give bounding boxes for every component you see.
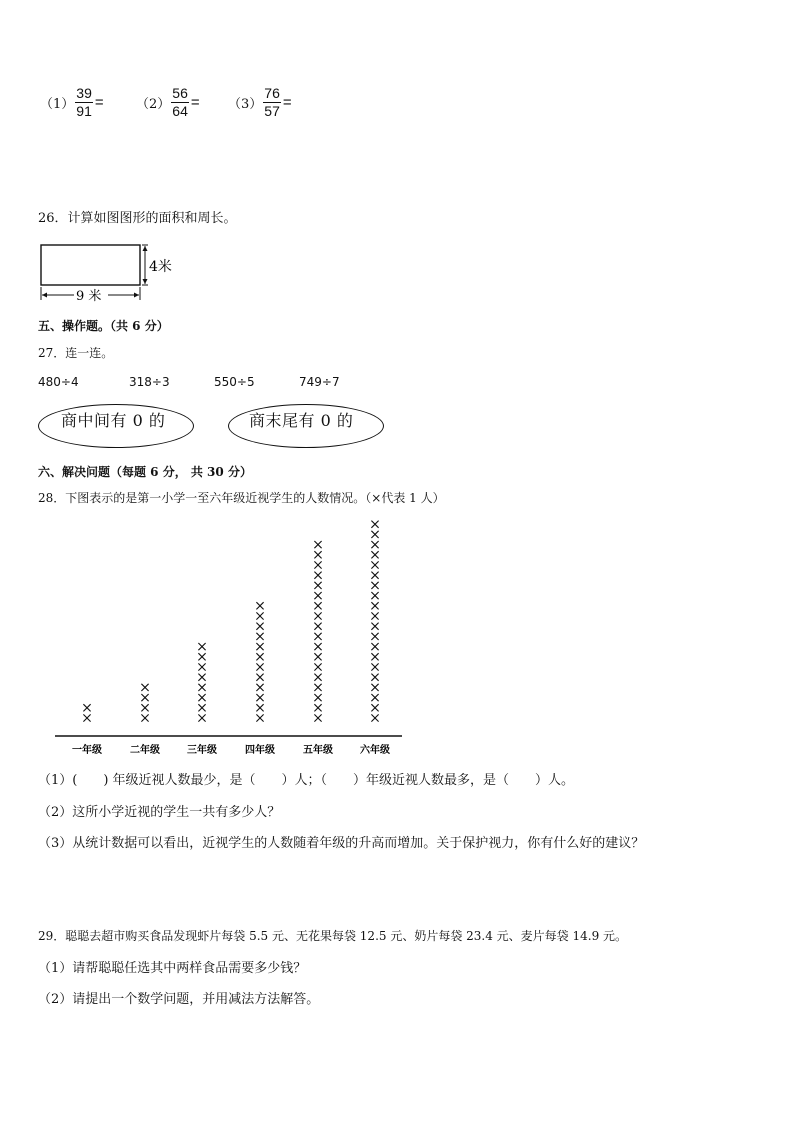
- fraction-label: （1）: [40, 97, 75, 112]
- category-label: 四年级: [245, 745, 275, 756]
- fraction-item-3: [228, 86, 292, 119]
- cross-mark: [371, 561, 378, 568]
- cross-mark: [256, 684, 263, 691]
- cross-mark: [314, 714, 321, 721]
- expression-4: 749÷7: [299, 375, 340, 389]
- height-label: 4米: [149, 259, 172, 275]
- fraction: [171, 86, 189, 119]
- cross-mark: [198, 643, 205, 650]
- equals-sign: =: [282, 94, 292, 111]
- cross-mark: [371, 663, 378, 670]
- cross-mark: [371, 551, 378, 558]
- cross-mark: [314, 663, 321, 670]
- cross-mark: [314, 541, 321, 548]
- cross-mark: [371, 592, 378, 599]
- numerator: 76: [264, 85, 280, 101]
- cross-mark: [256, 663, 263, 670]
- cross-mark: [371, 541, 378, 548]
- cross-mark: [371, 694, 378, 701]
- cross-mark: [314, 684, 321, 691]
- category-label: 六年级: [360, 745, 390, 756]
- cross-mark: [141, 704, 148, 711]
- cross-mark: [198, 714, 205, 721]
- expression-2: 318÷3: [129, 375, 170, 389]
- question-28-sub1: （1）( ) 年级近视人数最少，是（ ）人；（ ）年级近视人数最多，是（ ）人。: [38, 773, 575, 788]
- cross-mark: [371, 582, 378, 589]
- cross-mark: [371, 633, 378, 640]
- question-29: 29．聪聪去超市购买食品发现虾片每袋 5.5 元、无花果每袋 12.5 元、奶片每袋 23.4 元、麦片每袋 14.9 元。: [38, 929, 628, 943]
- cross-mark: [314, 592, 321, 599]
- cross-mark: [198, 694, 205, 701]
- cross-mark: [314, 623, 321, 630]
- cross-mark: [256, 653, 263, 660]
- cross-mark: [371, 684, 378, 691]
- question-26: 26．计算如图图形的面积和周长。: [38, 211, 237, 226]
- cross-mark: [314, 582, 321, 589]
- cross-mark: [314, 643, 321, 650]
- question-28-sub3: （3）从统计数据可以看出，近视学生的人数随着年级的升高而增加。关于保护视力，你有什么好的建议？: [38, 836, 645, 851]
- cross-mark: [256, 623, 263, 630]
- cross-mark: [141, 684, 148, 691]
- category-label: 三年级: [187, 745, 217, 756]
- cross-mark: [371, 674, 378, 681]
- question-28-sub2: （2）这所小学近视的学生一共有多少人？: [38, 805, 281, 820]
- cross-mark: [371, 602, 378, 609]
- cross-mark: [314, 653, 321, 660]
- denominator: 57: [264, 103, 280, 119]
- arrow-down-icon: [143, 279, 148, 284]
- cross-mark: [371, 572, 378, 579]
- fraction-label: （2）: [136, 97, 171, 112]
- cross-mark: [371, 714, 378, 721]
- cross-mark: [314, 572, 321, 579]
- cross-mark: [256, 602, 263, 609]
- numerator: 56: [172, 85, 188, 101]
- equals-sign: =: [190, 94, 200, 111]
- fraction-item-1: [40, 86, 104, 119]
- cross-mark: [314, 612, 321, 619]
- denominator: 64: [172, 103, 188, 119]
- denominator: 91: [76, 103, 92, 119]
- cross-mark: [198, 674, 205, 681]
- cross-mark: [198, 653, 205, 660]
- pictograph-chart: [50, 510, 410, 760]
- expression-3: 550÷5: [214, 375, 255, 389]
- oval-end-zero: [228, 404, 384, 448]
- cross-mark: [371, 653, 378, 660]
- width-label: 9 米: [76, 289, 102, 304]
- question-28: 28．下图表示的是第一小学一至六年级近视学生的人数情况。（×代表 1 人）: [38, 491, 445, 505]
- cross-mark: [256, 704, 263, 711]
- cross-mark: [198, 704, 205, 711]
- oval-label: 商末尾有 0 的: [249, 410, 354, 430]
- oval-middle-zero: [38, 404, 194, 448]
- cross-mark: [371, 612, 378, 619]
- section-5-title: 五、操作题。（共 6 分）: [38, 319, 169, 333]
- cross-mark: [314, 602, 321, 609]
- arrow-right-icon: [134, 293, 139, 298]
- question-27: 27．连一连。: [38, 346, 114, 360]
- cross-mark: [371, 623, 378, 630]
- category-label: 一年级: [72, 745, 102, 756]
- cross-mark: [371, 704, 378, 711]
- cross-mark: [198, 663, 205, 670]
- rectangle-shape: [41, 245, 140, 285]
- cross-mark: [371, 643, 378, 650]
- cross-mark: [256, 714, 263, 721]
- expression-1: 480÷4: [38, 375, 79, 389]
- question-29-sub2: （2）请提出一个数学问题，并用减法方法解答。: [38, 992, 320, 1007]
- cross-mark: [256, 612, 263, 619]
- numerator: 39: [76, 85, 92, 101]
- cross-mark: [371, 531, 378, 538]
- cross-mark: [314, 674, 321, 681]
- cross-mark: [314, 561, 321, 568]
- section-6-title: 六、解决问题（每题 6 分， 共 30 分）: [38, 465, 252, 479]
- fraction: [263, 86, 281, 119]
- cross-mark: [83, 704, 90, 711]
- cross-mark: [198, 684, 205, 691]
- fraction: [75, 86, 93, 119]
- cross-mark: [141, 714, 148, 721]
- cross-mark: [314, 694, 321, 701]
- cross-mark: [256, 674, 263, 681]
- cross-mark: [256, 633, 263, 640]
- fraction-item-2: [136, 86, 200, 119]
- cross-mark: [141, 694, 148, 701]
- category-label: 五年级: [303, 745, 333, 756]
- cross-mark: [314, 704, 321, 711]
- equals-sign: =: [94, 94, 104, 111]
- arrow-left-icon: [42, 293, 47, 298]
- cross-mark: [314, 551, 321, 558]
- question-29-sub1: （1）请帮聪聪任选其中两样食品需要多少钱？: [38, 961, 307, 976]
- oval-label: 商中间有 0 的: [61, 410, 166, 430]
- cross-mark: [314, 633, 321, 640]
- cross-mark: [256, 643, 263, 650]
- cross-mark: [371, 521, 378, 528]
- cross-mark: [83, 714, 90, 721]
- cross-mark: [256, 694, 263, 701]
- fraction-label: （3）: [228, 97, 263, 112]
- arrow-up-icon: [143, 246, 148, 251]
- rectangle-figure: [36, 238, 172, 306]
- category-label: 二年级: [130, 745, 160, 756]
